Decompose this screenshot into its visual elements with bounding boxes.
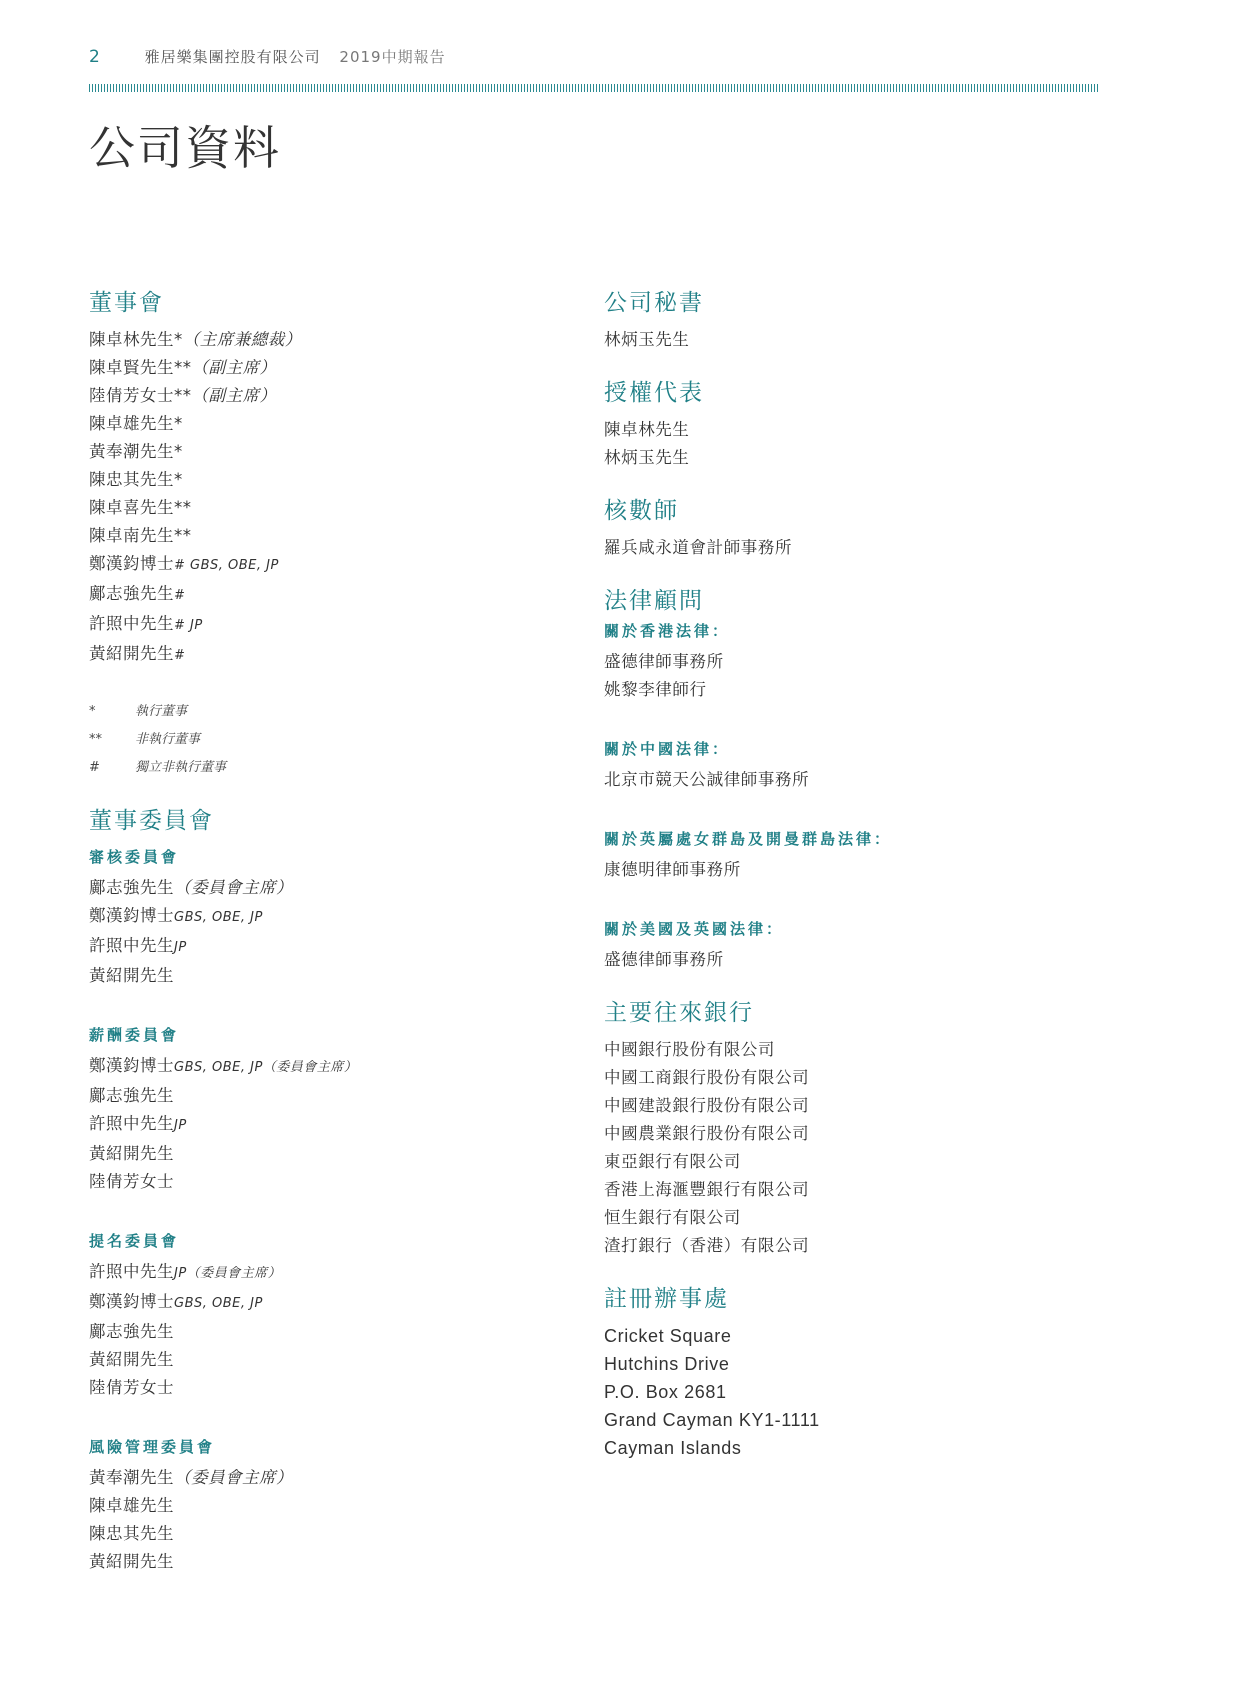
legal-group-lines: [604, 856, 1164, 884]
principal-bankers-heading: 主要往來銀行: [604, 1000, 754, 1026]
board-members: [89, 326, 589, 670]
member-line: 許照中先生JP: [89, 936, 187, 955]
report-name: 2019中期報告: [339, 48, 446, 66]
member-line: 黃紹開先生: [89, 1144, 174, 1163]
text-line: 康德明律師事務所: [604, 860, 741, 879]
text-line: 姚黎李律師行: [604, 680, 707, 699]
left-column: [89, 286, 589, 1576]
address-line: Cricket Square: [604, 1326, 732, 1346]
text-line: 盛德律師事務所: [604, 950, 724, 969]
header-dotted-rule: [89, 84, 1099, 92]
text-line: 北京市競天公誠律師事務所: [604, 770, 810, 789]
member-line: 黃紹開先生#: [89, 644, 186, 663]
member-line: 鄭漢鈞博士GBS, OBE, JP（委員會主席）: [89, 1056, 358, 1075]
audit-committee-title: 審核委員會: [89, 848, 180, 866]
address-line: Cayman Islands: [604, 1438, 742, 1458]
remuneration-committee-members: [89, 1052, 589, 1196]
legal-group-lines: [604, 766, 1164, 794]
company-name: 雅居樂集團控股有限公司: [144, 48, 321, 66]
member-line: 陸倩芳女士**（副主席）: [89, 386, 277, 405]
address-line: P.O. Box 2681: [604, 1382, 727, 1402]
audit-committee-members: [89, 874, 589, 990]
legal-group-title: 關於香港法律：: [604, 622, 731, 640]
member-line: 陳卓林先生*（主席兼總裁）: [89, 330, 302, 349]
text-line: 羅兵咸永道會計師事務所: [604, 538, 793, 557]
risk-committee-members: [89, 1464, 589, 1576]
member-line: 許照中先生# JP: [89, 614, 203, 633]
address-line: Hutchins Drive: [604, 1354, 730, 1374]
bank-lines: [604, 1036, 1164, 1260]
legal-advisers-heading: 法律顧問: [604, 588, 704, 614]
member-line: 黃奉潮先生*: [89, 442, 183, 461]
member-line: 陳忠其先生: [89, 1524, 174, 1543]
member-line: 陳卓賢先生**（副主席）: [89, 358, 277, 377]
member-line: 黃奉潮先生（委員會主席）: [89, 1468, 293, 1487]
member-line: 鄺志強先生: [89, 1322, 174, 1341]
auditor-heading: 核數師: [604, 498, 679, 524]
member-line: 陳卓雄先生*: [89, 414, 183, 433]
text-line: 林炳玉先生: [604, 448, 690, 467]
member-line: 陸倩芳女士: [89, 1378, 174, 1397]
member-line: 鄺志強先生#: [89, 584, 186, 603]
text-line: 林炳玉先生: [604, 330, 690, 349]
address-line: Grand Cayman KY1-1111: [604, 1410, 820, 1430]
legal-group-lines: [604, 648, 1164, 704]
member-line: 鄺志強先生（委員會主席）: [89, 878, 293, 897]
legal-group-title: 關於美國及英國法律：: [604, 920, 785, 938]
text-line: 恒生銀行有限公司: [604, 1208, 741, 1227]
running-header: [89, 46, 446, 67]
member-line: 許照中先生JP（委員會主席）: [89, 1262, 282, 1281]
legal-group-title: 關於英屬處女群島及開曼群島法律：: [604, 830, 893, 848]
member-line: 陸倩芳女士: [89, 1172, 174, 1191]
note-line: ** 非執行董事: [89, 732, 201, 747]
member-line: 鄭漢鈞博士# GBS, OBE, JP: [89, 554, 279, 573]
page-title: 公司資料: [89, 121, 281, 175]
member-line: 黃紹開先生: [89, 1350, 174, 1369]
page-number: 2: [89, 47, 100, 67]
member-line: 陳卓喜先生**: [89, 498, 192, 517]
registered-office-heading: 註冊辦事處: [604, 1286, 729, 1312]
member-line: 鄭漢鈞博士GBS, OBE, JP: [89, 1292, 263, 1311]
member-line: 黃紹開先生: [89, 966, 174, 985]
member-line: 黃紹開先生: [89, 1552, 174, 1571]
member-line: 陳卓雄先生: [89, 1496, 174, 1515]
member-line: 陳卓南先生**: [89, 526, 192, 545]
secretary-heading: 公司秘書: [604, 290, 704, 316]
authorised-representatives-heading: 授權代表: [604, 380, 704, 406]
legal-group-title: 關於中國法律：: [604, 740, 731, 758]
right-column: [604, 286, 1164, 1462]
text-line: 渣打銀行（香港）有限公司: [604, 1236, 810, 1255]
text-line: 中國建設銀行股份有限公司: [604, 1096, 810, 1115]
risk-committee-title: 風險管理委員會: [89, 1438, 216, 1456]
legal-group-lines: [604, 946, 1164, 974]
member-line: 陳忠其先生*: [89, 470, 183, 489]
committees-heading: 董事委員會: [89, 808, 214, 834]
member-line: 許照中先生JP: [89, 1114, 187, 1133]
text-line: 盛德律師事務所: [604, 652, 724, 671]
auditor-lines: [604, 534, 1164, 562]
text-line: 中國銀行股份有限公司: [604, 1040, 775, 1059]
text-line: 香港上海滙豐銀行有限公司: [604, 1180, 810, 1199]
secretary-lines: [604, 326, 1164, 354]
text-line: 中國農業銀行股份有限公司: [604, 1124, 810, 1143]
member-line: 鄺志強先生: [89, 1086, 174, 1105]
nomination-committee-title: 提名委員會: [89, 1232, 180, 1250]
text-line: 中國工商銀行股份有限公司: [604, 1068, 810, 1087]
authorised-lines: [604, 416, 1164, 472]
text-line: 陳卓林先生: [604, 420, 690, 439]
registered-office-address: [604, 1322, 1164, 1462]
note-line: * 執行董事: [89, 704, 188, 719]
note-line: # 獨立非執行董事: [89, 760, 227, 775]
text-line: 東亞銀行有限公司: [604, 1152, 741, 1171]
nomination-committee-members: [89, 1258, 589, 1402]
board-notes: [89, 698, 589, 782]
board-heading: 董事會: [89, 290, 164, 316]
remuneration-committee-title: 薪酬委員會: [89, 1026, 180, 1044]
member-line: 鄭漢鈞博士GBS, OBE, JP: [89, 906, 263, 925]
